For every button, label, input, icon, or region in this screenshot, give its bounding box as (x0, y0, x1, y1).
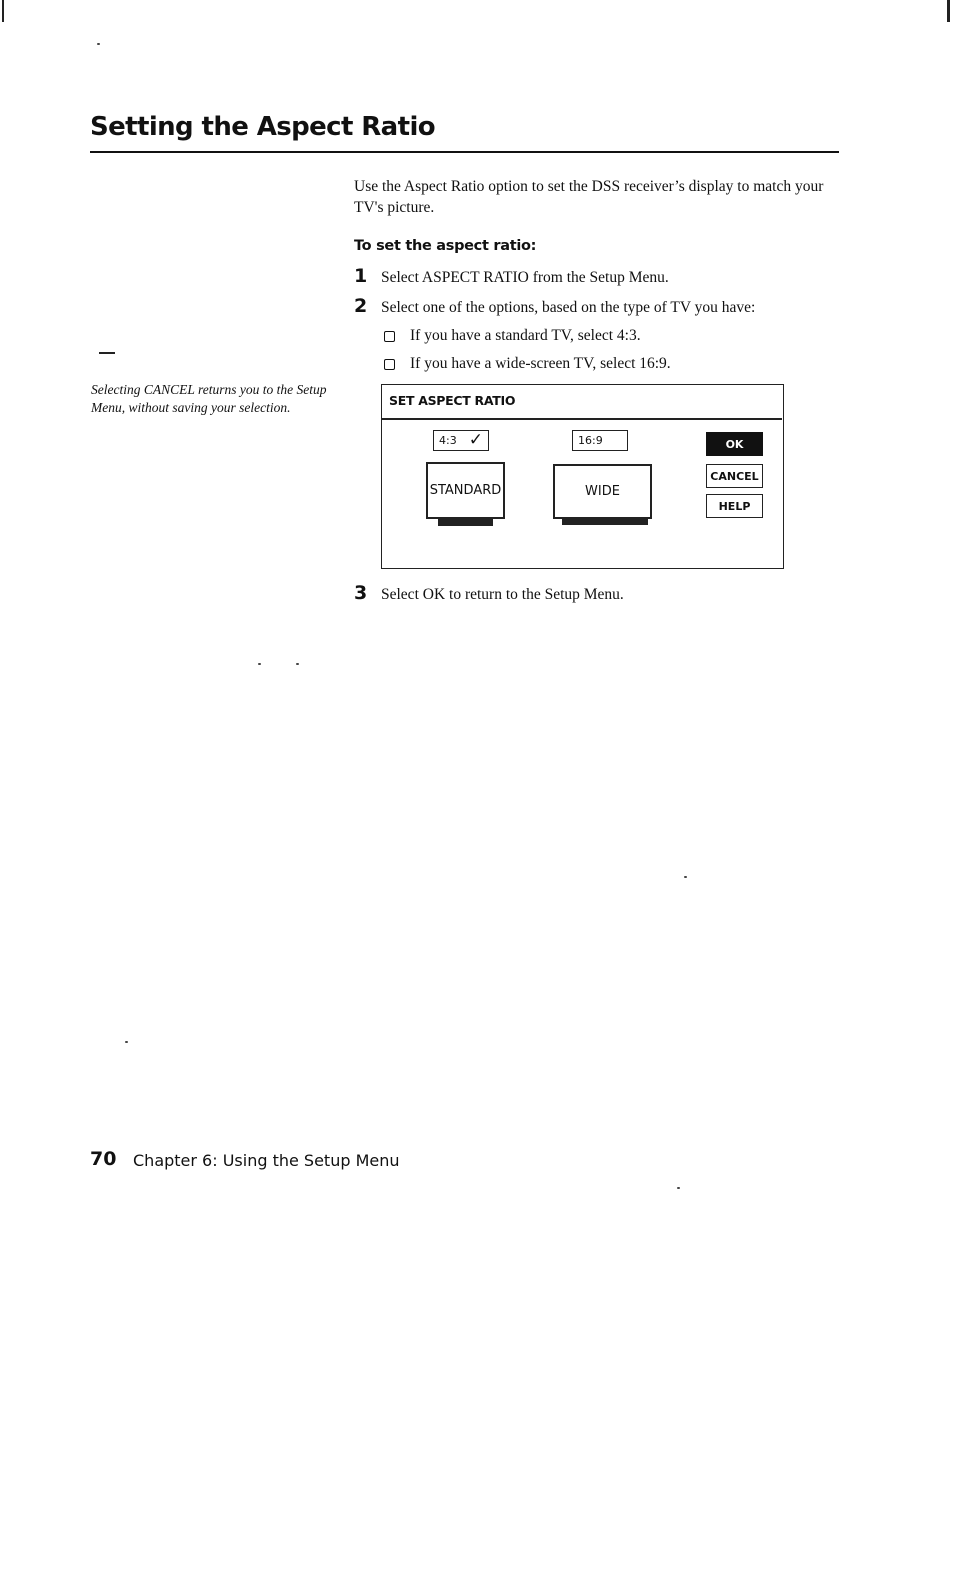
help-button[interactable]: HELP (706, 494, 763, 518)
bullet-standard (382, 327, 641, 345)
ratio-label: 4:3 (439, 434, 457, 447)
step-3 (354, 582, 834, 604)
step-text: Select OK to return to the Setup Menu. (381, 586, 624, 603)
page-title: Setting the Aspect Ratio (90, 112, 436, 142)
step-text: Select ASPECT RATIO from the Setup Menu. (381, 269, 669, 286)
cancel-button[interactable]: CANCEL (706, 464, 763, 488)
chapter-title: Chapter 6: Using the Setup Menu (133, 1151, 400, 1170)
check-icon: ✓ (468, 430, 483, 450)
page-number: 70 (90, 1148, 117, 1170)
scan-speck (258, 663, 261, 665)
procedure-heading: To set the aspect ratio: (354, 238, 537, 254)
margin-note: Selecting CANCEL returns you to the Setup Menu, without saving your selection. (91, 382, 327, 415)
step-1 (354, 265, 834, 287)
checkbox-icon (384, 359, 395, 370)
title-rule (90, 151, 839, 153)
margin-note-marker (99, 352, 115, 354)
step-2 (354, 295, 834, 317)
tv-icon[interactable] (426, 462, 505, 519)
step-text: Select one of the options, based on the type of TV you have: (381, 299, 756, 316)
intro-paragraph: Use the Aspect Ratio option to set the DSS receiver’s display to match your TV's picture. (354, 178, 824, 216)
scan-edge-left (2, 0, 4, 22)
bullet-text: If you have a standard TV, select 4:3. (410, 327, 641, 344)
tv-icon[interactable] (553, 464, 652, 519)
ratio-16-9-option[interactable] (572, 430, 628, 451)
tv-label-standard: STANDARD (429, 483, 502, 498)
ok-button[interactable]: OK (706, 432, 763, 456)
scan-speck (97, 43, 100, 45)
checkbox-icon (384, 331, 395, 342)
scan-speck (677, 1187, 680, 1189)
step-number: 3 (354, 582, 368, 604)
ratio-4-3-option[interactable] (433, 430, 489, 451)
dialog-title-divider (382, 418, 782, 420)
bullet-text: If you have a wide-screen TV, select 16:9. (410, 355, 671, 372)
scan-speck (125, 1041, 128, 1043)
scan-edge-right (947, 0, 950, 22)
scan-speck (684, 876, 687, 878)
step-number: 2 (354, 295, 368, 317)
step-number: 1 (354, 265, 368, 287)
scan-speck (296, 663, 299, 665)
tv-stand (438, 518, 493, 526)
tv-stand (562, 517, 648, 525)
tv-label-wide: WIDE (585, 484, 620, 499)
ratio-label: 16:9 (578, 434, 603, 447)
bullet-wide (382, 355, 671, 373)
dialog-title: SET ASPECT RATIO (389, 393, 516, 408)
